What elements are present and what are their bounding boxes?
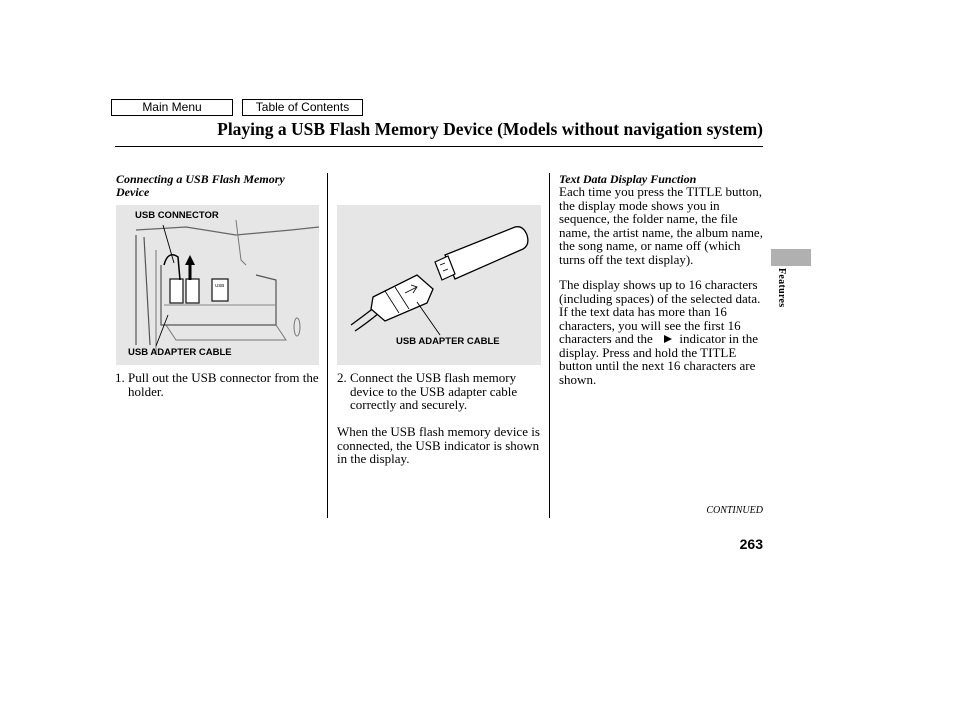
step-1 xyxy=(115,371,328,398)
text-display-paragraph-1: Each time you press the TITLE button, the display mode shows you in sequence, the folder name, the file name, the artist name, the album name, the song name, or name off (which turns off the text display). xyxy=(559,184,763,267)
usb-adapter-cable-label-left: USB ADAPTER CABLE xyxy=(128,347,232,358)
step-1-number: 1. xyxy=(115,370,125,385)
title-divider xyxy=(115,146,763,147)
section-heading-text-data: Text Data Display Function xyxy=(559,172,697,186)
usb-indicator-note: When the USB flash memory device is connected, the USB indicator is shown in the display. xyxy=(337,424,540,466)
features-side-tab xyxy=(771,249,811,266)
step-2-number: 2. xyxy=(337,370,347,385)
usb-flash-drive-illustration xyxy=(337,205,541,365)
paragraph-2-start: The display shows up to 16 characters (including spaces) of the selected data. If the text data has more than 16 characters, you will see the first 16 characters and the xyxy=(559,277,761,346)
table-of-contents-button[interactable]: Table of Contents xyxy=(242,99,363,116)
svg-text:USB: USB xyxy=(215,283,225,288)
usb-connector-drawing xyxy=(116,205,319,365)
step-2 xyxy=(337,371,550,412)
paragraph-2-end: indicator in the display. Press and hold the TITLE button until the next 16 characters are shown. xyxy=(559,331,759,387)
page-title: Playing a USB Flash Memory Device (Models without navigation system) xyxy=(217,119,763,139)
page-number: 263 xyxy=(739,536,763,552)
usb-connector-label: USB CONNECTOR xyxy=(135,210,219,221)
usb-connector-illustration xyxy=(116,205,319,365)
column-divider-left xyxy=(327,173,328,518)
main-menu-button[interactable]: Main Menu xyxy=(111,99,233,116)
continued-label: CONTINUED xyxy=(706,505,763,516)
play-triangle-icon xyxy=(664,335,672,343)
features-side-label: Features xyxy=(776,268,787,308)
text-display-paragraph-2 xyxy=(559,278,764,386)
step-1-text: Pull out the USB connector from the holder. xyxy=(128,370,319,399)
step-2-text: Connect the USB flash memory device to the USB adapter cable correctly and securely. xyxy=(350,370,518,412)
column-divider-right xyxy=(549,173,550,518)
usb-adapter-cable-label-middle: USB ADAPTER CABLE xyxy=(396,336,500,347)
section-heading-connecting: Connecting a USB Flash Memory Device xyxy=(116,172,285,199)
